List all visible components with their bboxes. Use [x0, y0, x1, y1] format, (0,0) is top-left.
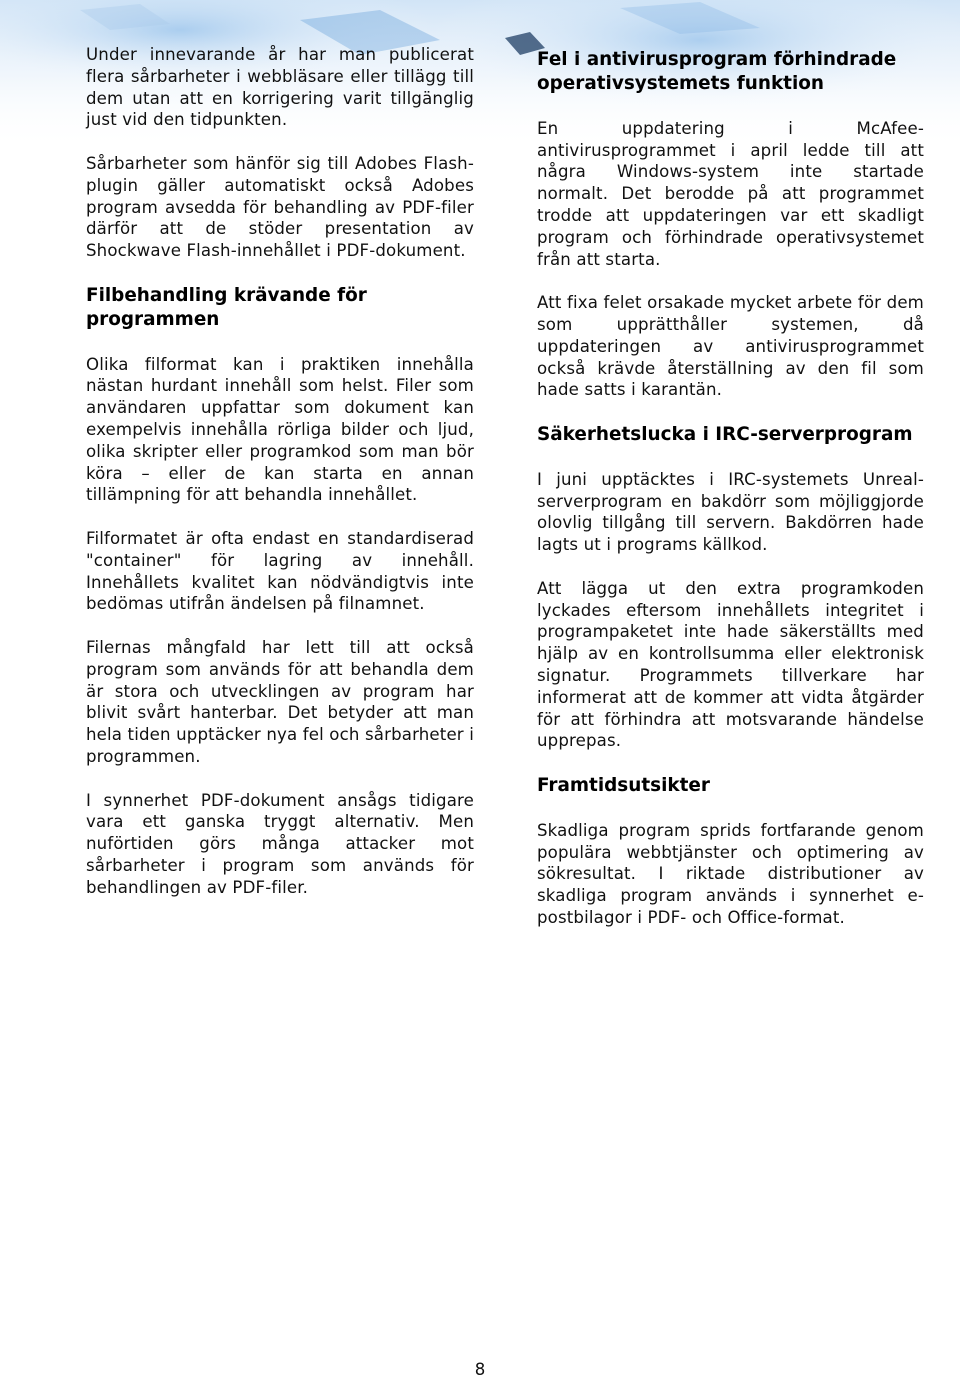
- section-heading: Fel i antivirusprogram förhindrade operativsystemets funktion: [537, 49, 897, 94]
- paragraph: Att lägga ut den extra programkoden lyckades eftersom innehållets integritet i programpaketet inte hade säkerställts med hjälp av en kontrollsumma eller elektronisk signatur. Programmets tillverkare har informerat att de kommer att vidta åtgärder för att förhindra att motsvarande händelse upprepas.: [537, 578, 924, 751]
- paragraph: Under innevarande år har man publicerat flera sårbarheter i webbläsare eller tillägg till dem utan att en korrigering varit tillgänglig just vid den tidpunkten.: [86, 45, 474, 130]
- section-heading: Framtidsutsikter: [537, 774, 710, 796]
- section-heading: Filbehandling krävande för programmen: [86, 284, 367, 330]
- paragraph: Skadliga program sprids fortfarande genom populära webbtjänster och optimering av sökresultat. I riktade distributioner av skadliga program används i synnerhet e-postbilagor i PDF- och Office-format.: [537, 820, 924, 927]
- paragraph: Sårbarheter som hänför sig till Adobes Flash-plugin gäller automatiskt också Adobes program avsedda för behandling av PDF-filer därför att de stöder presentation av Shockwave Flash-innehållet i PDF-dokument.: [86, 153, 474, 261]
- paragraph: En uppdatering i McAfee-antivirusprogrammet i april ledde till att några Windows-system inte startade normalt. Det berodde på att programmet trodde att uppdateringen var ett skadligt program och förhindrade operativsystemet från att starta.: [537, 118, 924, 269]
- paragraph: Filernas mångfald har lett till att också program som används för att behandla dem är stora och utvecklingen av program har blivit svårt hanterbar. Det betyder att man hela tiden upptäcker nya fel och sårbarheter i programmen.: [86, 637, 474, 766]
- right-column: [537, 44, 924, 950]
- paragraph: I juni upptäcktes i IRC-systemets Unreal-serverprogram en bakdörr som möjliggjorde olovlig tillgång till servern. Bakdörren hade lagts ut i programs källkod.: [537, 469, 924, 555]
- paragraph: Att fixa felet orsakade mycket arbete för dem som upprätthåller systemen, då uppdateringen av antivirusprogrammet också krävde återställning av den fil som hade satts i karantän.: [537, 293, 924, 400]
- left-column: [86, 44, 474, 920]
- page-number: 8: [474, 1360, 486, 1379]
- section-heading: Säkerhetslucka i IRC-serverprogram: [537, 423, 913, 445]
- paragraph: Filformatet är ofta endast en standardiserad "container" för lagring av innehåll. Innehållets kvalitet kan nödvändigtvis inte bedömas utifrån ändelsen på filnamnet.: [86, 528, 474, 614]
- paragraph: I synnerhet PDF-dokument ansågs tidigare vara ett ganska tryggt alternativ. Men nuförtiden görs många attacker mot sårbarheter i program som används för behandlingen av PDF-filer.: [86, 790, 474, 897]
- paragraph: Olika filformat kan i praktiken innehålla nästan hurdant innehåll som helst. Filer som användaren uppfattar som dokument kan exempelvis innehålla rörliga bilder och ljud, olika skripter eller programkod som man bör köra – eller de kan starta en annan tillämpning för att behandla innehållet.: [86, 354, 474, 505]
